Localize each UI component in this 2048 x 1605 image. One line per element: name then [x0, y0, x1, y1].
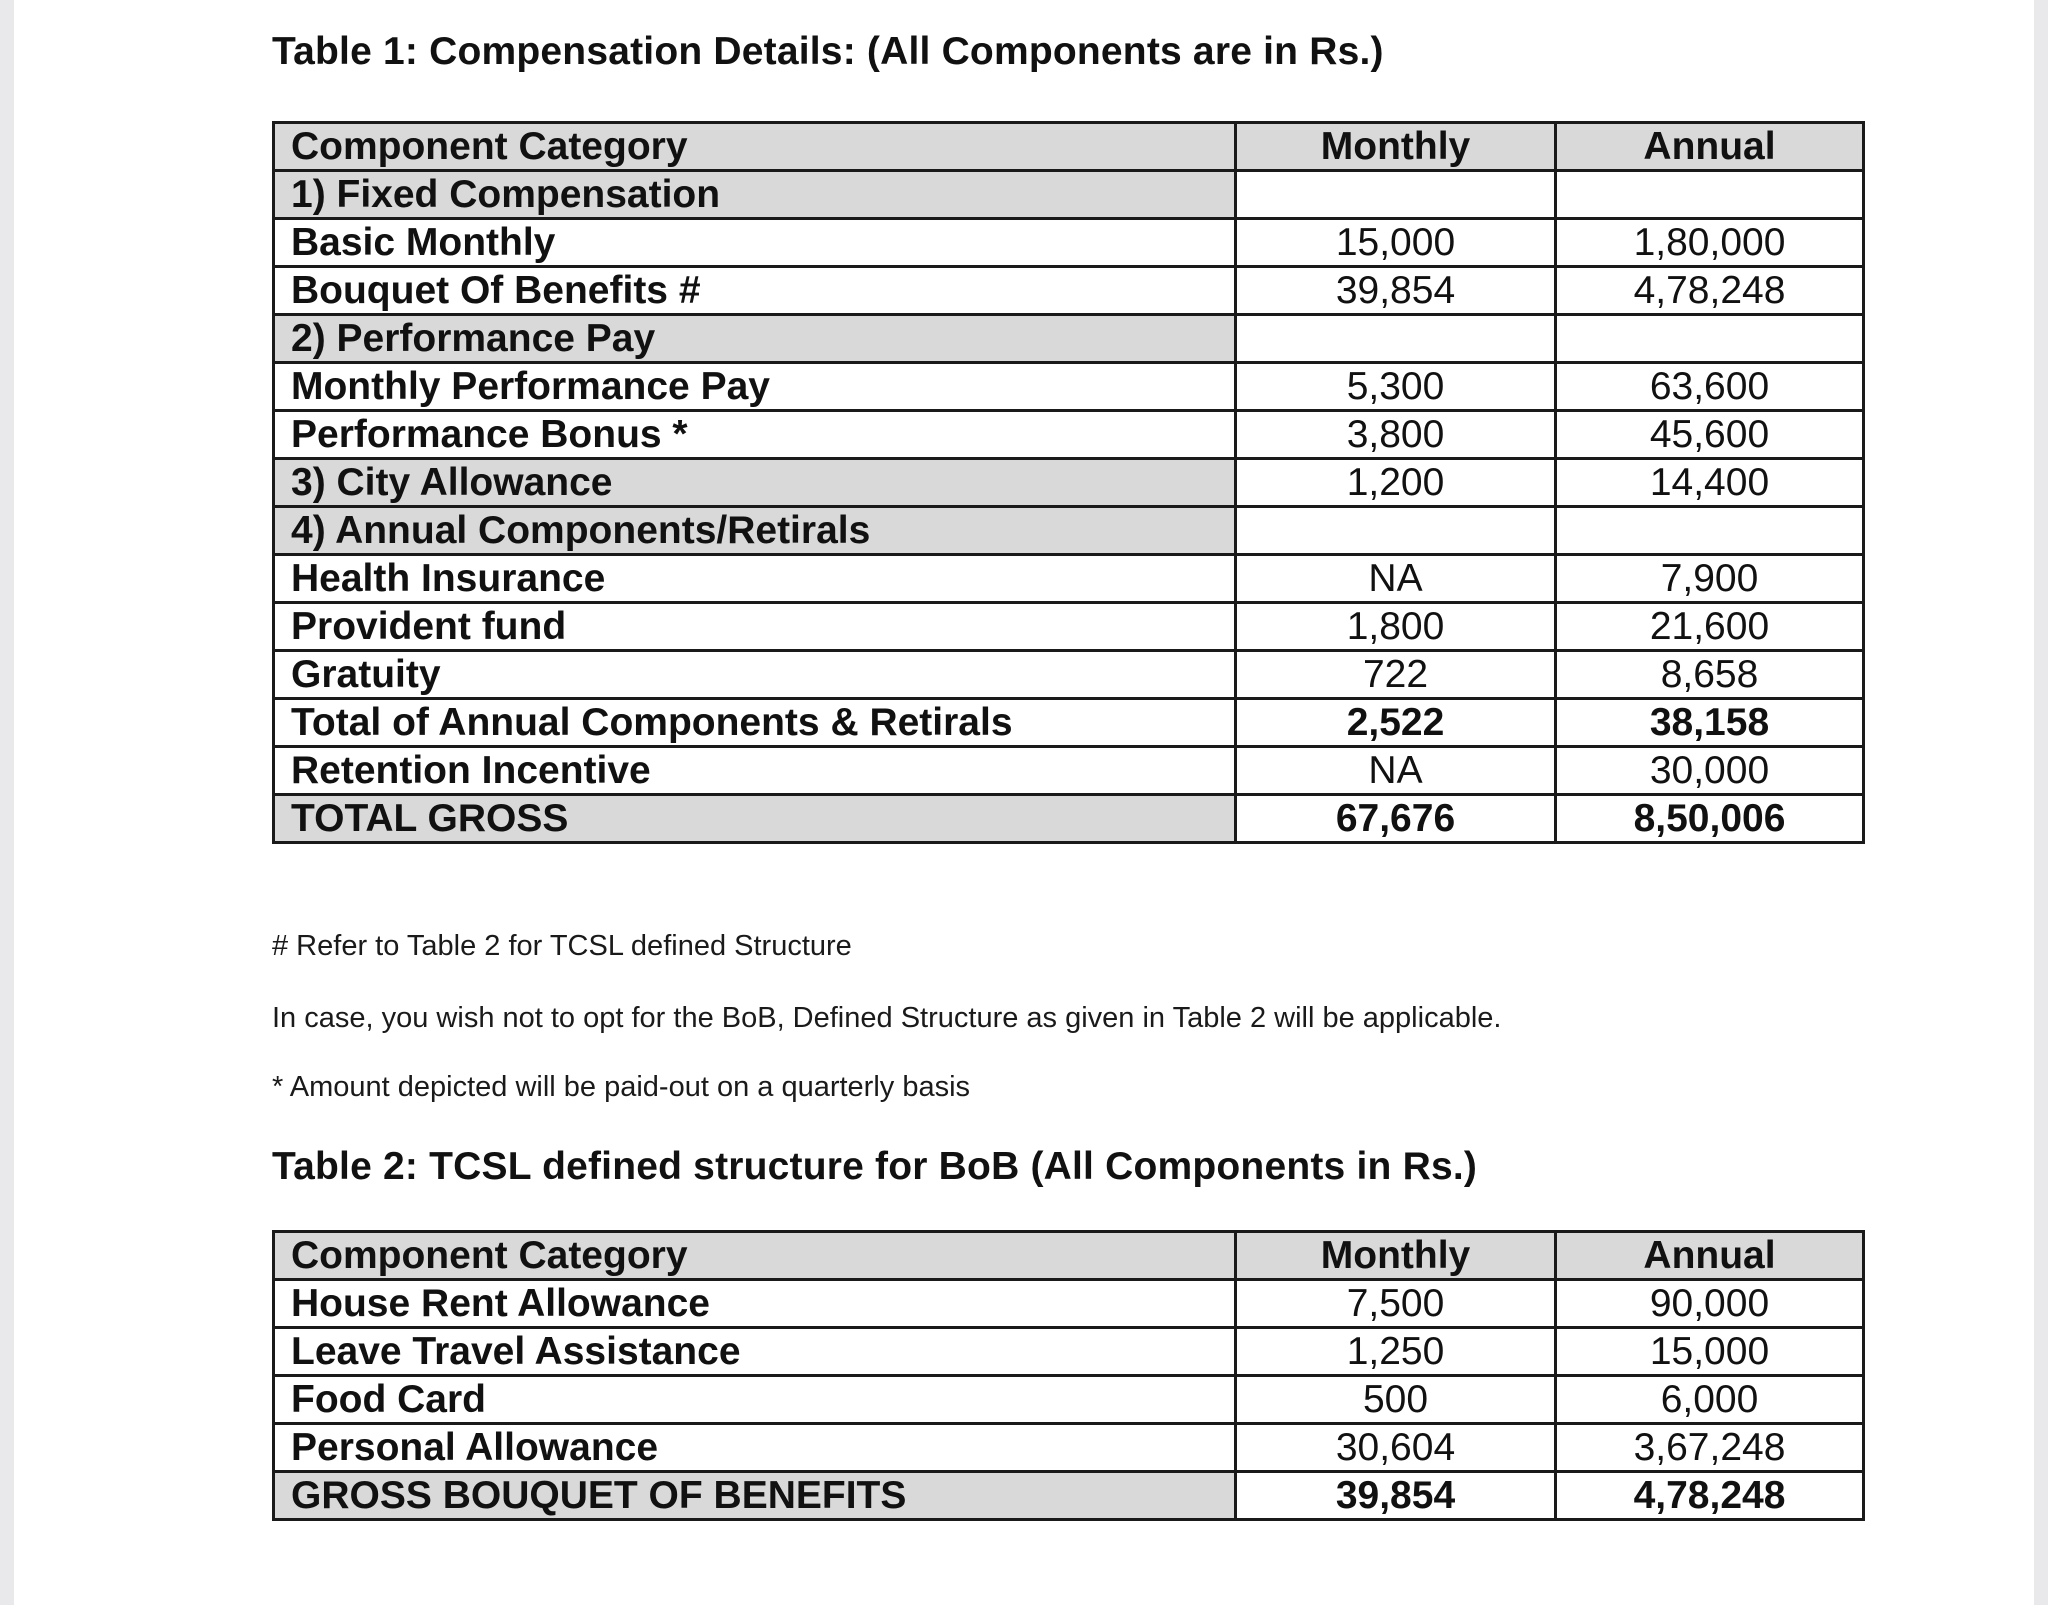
row-annual: 3,67,248 — [1556, 1424, 1864, 1472]
row-annual: 6,000 — [1556, 1376, 1864, 1424]
row-annual: 90,000 — [1556, 1280, 1864, 1328]
table-row — [274, 699, 1864, 747]
table-row — [274, 411, 1864, 459]
row-monthly: 5,300 — [1236, 363, 1556, 411]
table1-title: Table 1: Compensation Details: (All Components are in Rs.) — [272, 30, 1384, 73]
row-annual: 7,900 — [1556, 555, 1864, 603]
row-monthly: 1,200 — [1236, 459, 1556, 507]
row-monthly: 15,000 — [1236, 219, 1556, 267]
row-annual: 38,158 — [1556, 699, 1864, 747]
table-row — [274, 651, 1864, 699]
row-annual — [1556, 507, 1864, 555]
row-monthly: 30,604 — [1236, 1424, 1556, 1472]
row-label: Basic Monthly — [274, 219, 1236, 267]
row-label: TOTAL GROSS — [274, 795, 1236, 843]
row-annual: 15,000 — [1556, 1328, 1864, 1376]
row-monthly — [1236, 171, 1556, 219]
header-component-category: Component Category — [274, 123, 1236, 171]
document-page — [14, 0, 2034, 1605]
row-monthly: 500 — [1236, 1376, 1556, 1424]
table-row — [274, 747, 1864, 795]
table-row — [274, 603, 1864, 651]
row-annual — [1556, 171, 1864, 219]
row-annual: 14,400 — [1556, 459, 1864, 507]
row-annual: 30,000 — [1556, 747, 1864, 795]
table-row — [274, 459, 1864, 507]
row-monthly: 1,800 — [1236, 603, 1556, 651]
table-row — [274, 1280, 1864, 1328]
row-monthly: 722 — [1236, 651, 1556, 699]
note-quarterly: * Amount depicted will be paid-out on a quarterly basis — [272, 1071, 971, 1103]
table-row — [274, 1376, 1864, 1424]
row-annual: 8,50,006 — [1556, 795, 1864, 843]
row-label: Health Insurance — [274, 555, 1236, 603]
row-monthly: 39,854 — [1236, 1472, 1556, 1520]
row-label: Total of Annual Components & Retirals — [274, 699, 1236, 747]
row-label: House Rent Allowance — [274, 1280, 1236, 1328]
header-annual: Annual — [1556, 1232, 1864, 1280]
row-label: Provident fund — [274, 603, 1236, 651]
table2-title: Table 2: TCSL defined structure for BoB (All Components in Rs.) — [272, 1145, 1478, 1188]
row-annual: 8,658 — [1556, 651, 1864, 699]
table-row — [274, 315, 1864, 363]
table-row — [274, 171, 1864, 219]
header-annual: Annual — [1556, 123, 1864, 171]
row-annual — [1556, 315, 1864, 363]
bob-structure-table — [272, 1230, 1865, 1521]
row-annual: 45,600 — [1556, 411, 1864, 459]
table-total-row — [274, 795, 1864, 843]
row-monthly: 67,676 — [1236, 795, 1556, 843]
row-monthly: NA — [1236, 747, 1556, 795]
header-monthly: Monthly — [1236, 123, 1556, 171]
table-row — [274, 555, 1864, 603]
row-annual: 4,78,248 — [1556, 267, 1864, 315]
row-label: GROSS BOUQUET OF BENEFITS — [274, 1472, 1236, 1520]
row-label: Performance Bonus * — [274, 411, 1236, 459]
row-monthly: 1,250 — [1236, 1328, 1556, 1376]
note-refer-table2: # Refer to Table 2 for TCSL defined Structure — [272, 930, 852, 962]
header-component-category: Component Category — [274, 1232, 1236, 1280]
row-label: 2) Performance Pay — [274, 315, 1236, 363]
row-monthly: 3,800 — [1236, 411, 1556, 459]
row-label: 4) Annual Components/Retirals — [274, 507, 1236, 555]
table-row — [274, 363, 1864, 411]
row-monthly: NA — [1236, 555, 1556, 603]
table-header-row — [274, 1232, 1864, 1280]
compensation-table — [272, 121, 1865, 844]
row-label: Leave Travel Assistance — [274, 1328, 1236, 1376]
header-monthly: Monthly — [1236, 1232, 1556, 1280]
row-monthly — [1236, 507, 1556, 555]
row-label: Retention Incentive — [274, 747, 1236, 795]
row-label: Food Card — [274, 1376, 1236, 1424]
row-annual: 4,78,248 — [1556, 1472, 1864, 1520]
table-row — [274, 267, 1864, 315]
table-row — [274, 219, 1864, 267]
table-row — [274, 1328, 1864, 1376]
row-annual: 1,80,000 — [1556, 219, 1864, 267]
row-label: Bouquet Of Benefits # — [274, 267, 1236, 315]
table-row — [274, 1424, 1864, 1472]
table-total-row — [274, 1472, 1864, 1520]
table-row — [274, 507, 1864, 555]
row-monthly — [1236, 315, 1556, 363]
row-monthly: 2,522 — [1236, 699, 1556, 747]
row-label: Gratuity — [274, 651, 1236, 699]
row-annual: 63,600 — [1556, 363, 1864, 411]
row-label: 3) City Allowance — [274, 459, 1236, 507]
row-monthly: 7,500 — [1236, 1280, 1556, 1328]
row-label: 1) Fixed Compensation — [274, 171, 1236, 219]
row-label: Personal Allowance — [274, 1424, 1236, 1472]
table-header-row — [274, 123, 1864, 171]
row-annual: 21,600 — [1556, 603, 1864, 651]
note-opt-out: In case, you wish not to opt for the BoB, Defined Structure as given in Table 2 will be applicable. — [272, 1002, 1502, 1034]
row-label: Monthly Performance Pay — [274, 363, 1236, 411]
row-monthly: 39,854 — [1236, 267, 1556, 315]
